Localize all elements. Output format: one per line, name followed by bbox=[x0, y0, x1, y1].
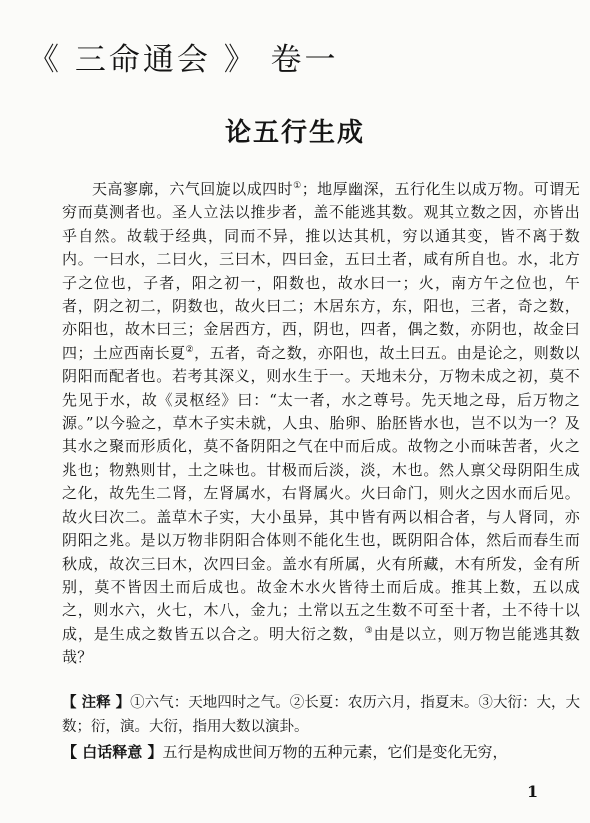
paragraph-text-3: ，五者，奇之数，亦阳也，故土曰五。由是论之，则数以阴阳而配者也。若考其深义，则水生于一。天地未分，万物未成之初，莫不先见于水，故《灵枢经》曰：“太一者，水之尊号。先天地之母，后万物之源。”以今验之，草木子实未就，人虫、胎卵、胎胚皆水也，岂不以为一？及其水之聚而形质化，莫不备阴阳之气在中而后成。故物之小而味苦者，火之兆也；物熟则甘，土之味也。甘极而后淡，淡，木也。然人禀父母阴阳生成之化，故先生二肾，左肾属水，右肾属火。火曰命门，则火之因水而后见。故火曰次二。盖草木子实，大小虽异，其中皆有两以相合者，与人肾同，亦阴阳之兆。是以万物非阴阳合体则不能化生也，既阴阳合体，然后而春生而秋成，故次三曰木，次四曰金。盖水有所属，火有所藏，木有所发，金有所别，莫不皆因土而后成也。故金木水火皆待土而后成。推其上数，五以成之，则水六，火七，木八，金九；土常以五之生数不可至十者，土不待十以成，是生成之数皆五以合之。明大衍之数， bbox=[62, 343, 580, 643]
plain-explanation-section bbox=[62, 741, 580, 764]
note-ref-2: ② bbox=[185, 344, 195, 355]
main-paragraph bbox=[62, 178, 580, 670]
plain-explanation-label: 【 白话释意 】 bbox=[62, 743, 163, 761]
page-number: 1 bbox=[527, 782, 539, 801]
paragraph-text-1: 天高寥廓，六气回旋以成四时 bbox=[92, 180, 294, 198]
plain-explanation-text: 五行是构成世间万物的五种元素，它们是变化无穷， bbox=[162, 743, 508, 761]
notes-label: 【 注释 】 bbox=[62, 695, 131, 711]
note-ref-3: ③ bbox=[364, 625, 374, 636]
paragraph-text-2: ；地厚幽深，五行化生以成万物。可谓无穷而莫测者也。圣人立法以推步者，盖不能逃其数。观其立数之因，亦皆出乎自然。故载于经典，同而不异，推以达其机，穷以通其变，皆不离于数内。一曰水，二曰火，三曰木，四曰金，五曰土者，咸有所自也。水，北方子之位也，子者，阳之初一，阳数也，故水曰一；火，南方午之位也，午者，阴之初二，阴数也，故火曰二；木居东方，东，阳也，三者，奇之数，亦阳也，故木曰三；金居西方，西，阴也，四者，偶之数，亦阴也，故金曰四；土应西南长夏 bbox=[62, 180, 581, 362]
paragraph-text-4: 由是以立，则万物岂能逃其数哉？ bbox=[62, 624, 581, 667]
note-ref-1: ① bbox=[293, 181, 302, 191]
notes-section bbox=[62, 692, 580, 739]
notes-text: ①六气：天地四时之气。②长夏：农历六月，指夏末。③大衍：大，大数；衍，演。大衍，指用大数以演卦。 bbox=[62, 695, 580, 735]
book-title: 《 三命通会 》 卷一 bbox=[28, 42, 339, 78]
section-title: 论五行生成 bbox=[224, 118, 365, 148]
